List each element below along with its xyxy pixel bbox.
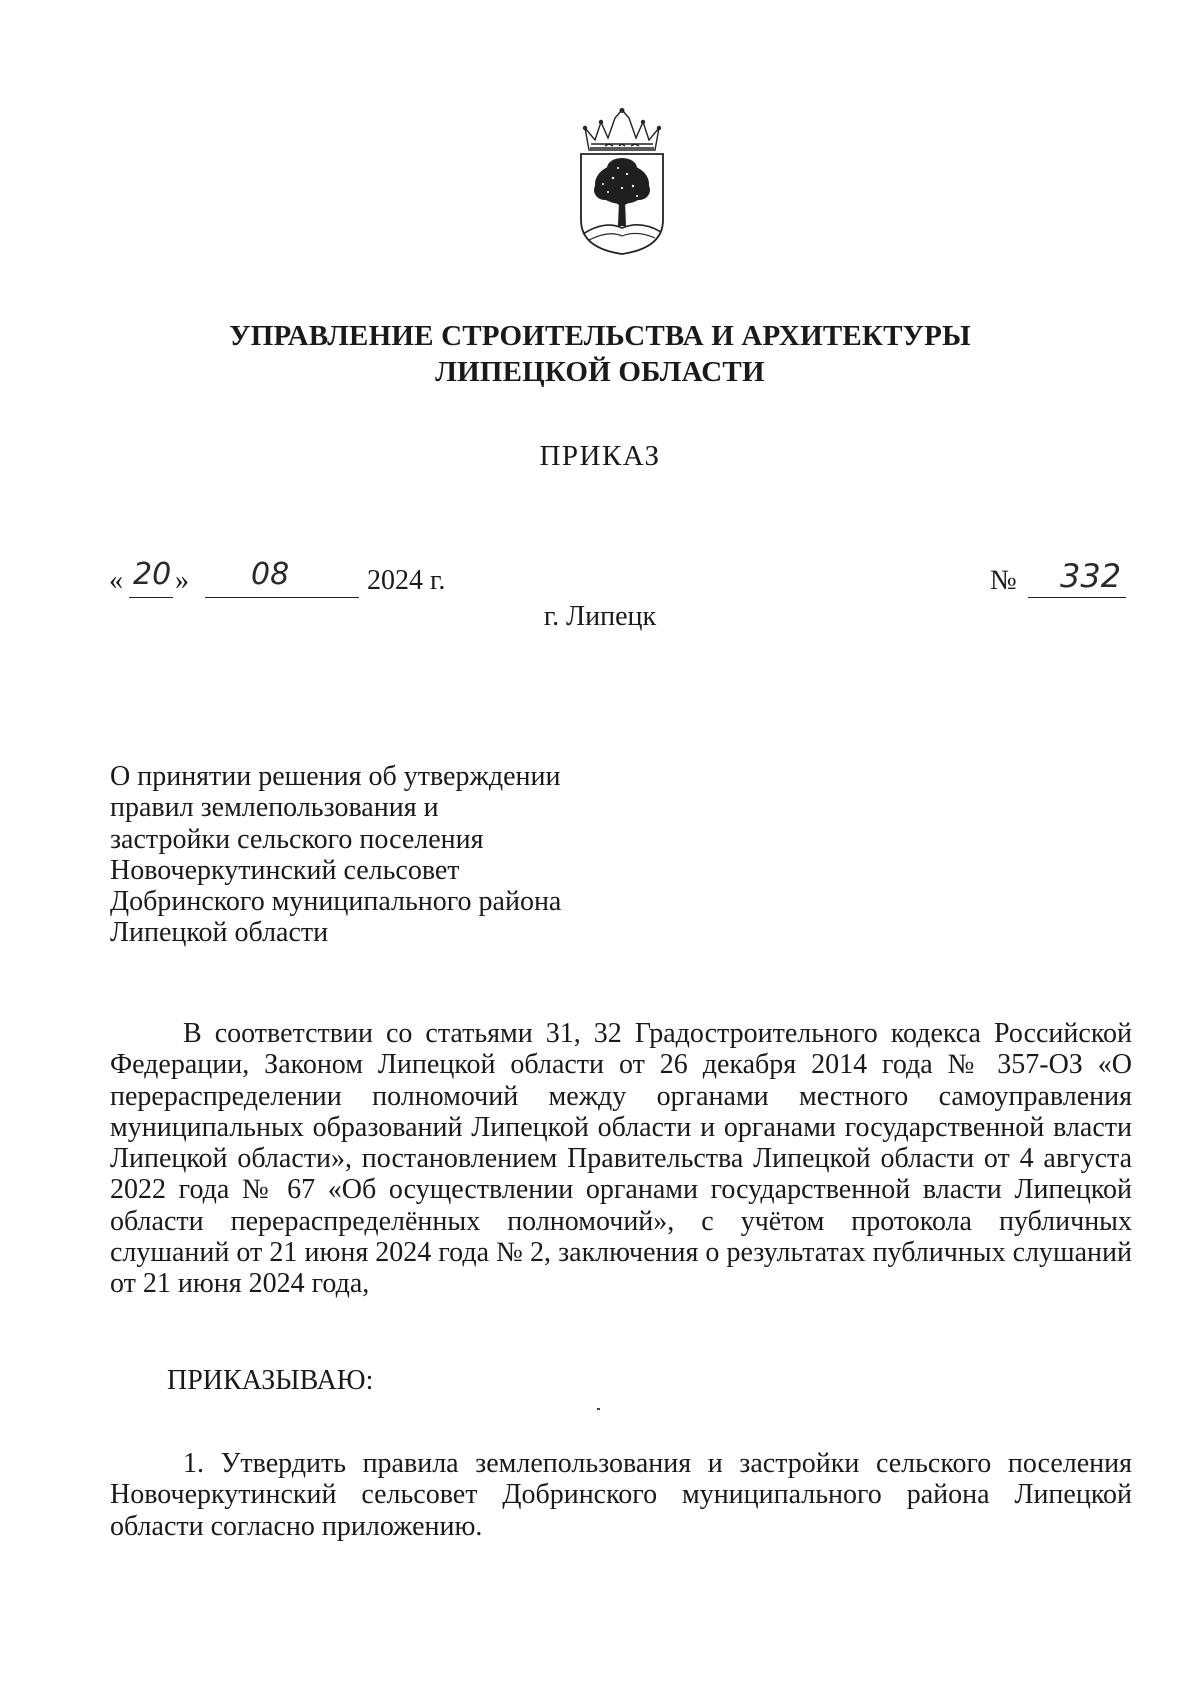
date-close-quote: » [175, 565, 189, 596]
scan-speck [597, 1408, 600, 1410]
date-day-underline [129, 597, 173, 598]
subject-line: Липецкой области [110, 917, 329, 949]
document-date [109, 557, 509, 605]
date-day: 20 [133, 557, 172, 592]
document-city: г. Липецк [543, 601, 657, 632]
date-month: 08 [251, 557, 290, 592]
subject-line: Новочеркутинский сельсовет [110, 854, 460, 886]
organization-title-line-2: ЛИПЕЦКОЙ ОБЛАСТИ [435, 356, 765, 388]
subject-line: застройки сельского поселения [110, 823, 484, 855]
organization-title [0, 318, 1200, 390]
number-underline [1028, 597, 1126, 598]
preamble-paragraph: В соответствии со статьями 31, 32 Градостроительного кодекса Российской Федерации, Законом Липецкой области от 26 декабря 2014 года № 357-ОЗ «О перераспределении полномочий между органами местного самоуправления муниципальных образований Липецкой области и органами государственной власти Липецкой области», постановлением Правительства Липецкой области от 4 августа 2022 года № 67 «Об осуществлении органами государственной власти Липецкой области перераспределённых полномочий», с учётом протокола публичных слушаний от 21 июня 2024 года № 2, заключения о результатах публичных слушаний от 21 июня 2024 года, [110, 1018, 1132, 1300]
document-subject [110, 761, 561, 949]
order-heading: ПРИКАЗЫВАЮ: [167, 1365, 374, 1396]
subject-line: Добринского муниципального района [110, 886, 562, 918]
document-type: ПРИКАЗ [539, 440, 661, 472]
organization-title-line-1: УПРАВЛЕНИЕ СТРОИТЕЛЬСТВА И АРХИТЕКТУРЫ [229, 320, 971, 352]
subject-line: правил землепользования и [110, 792, 439, 824]
date-month-underline [205, 597, 359, 598]
number-value: 332 [1060, 557, 1122, 595]
subject-line: О принятии решения об утверждении [110, 761, 561, 792]
date-open-quote: « [109, 565, 123, 596]
lipetsk-coat-of-arms-icon [575, 108, 669, 256]
number-sign: № [990, 565, 1017, 596]
document-number [990, 557, 1130, 605]
order-item-1: 1. Утвердить правила землепользования и застройки сельского поселения Новочеркутинский сельсовет Добринского муниципального района Липецкой области согласно приложению. [110, 1448, 1132, 1542]
date-year: 2024 г. [367, 565, 446, 596]
